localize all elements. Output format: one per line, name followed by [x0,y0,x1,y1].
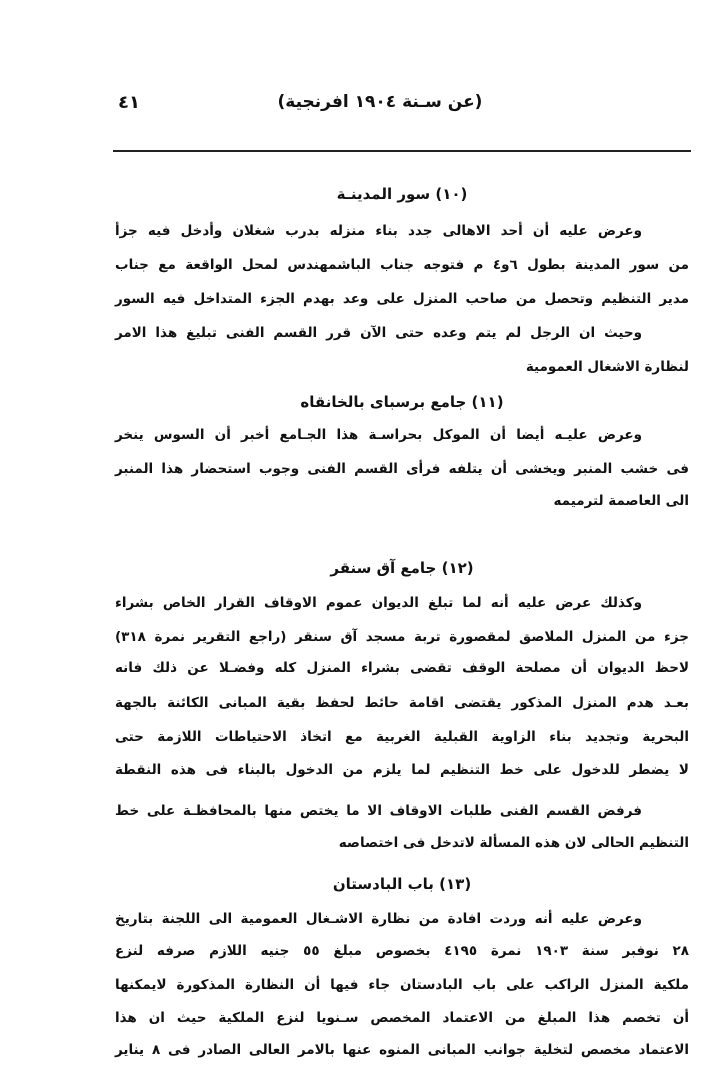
text-line: لا يضطر للدخول على خط التنظيم لما يلزم من الدخول بالبناء فى هذه النقطة [115,762,689,778]
text-line: وعرض عليه أن أحد الاهالى جدد بناء منزله بدرب شغلان وأدخل فيه جزأ [115,223,642,239]
section-heading: (١٣) باب البادستان [332,875,472,893]
text-line: الاعتماد مخصص لتخلية جوانب المبانى المنوه عنها بالامر العالى الصادر فى ٨ يناير [115,1042,690,1058]
section-heading: (١٢) جامع آق سنقر [330,559,474,577]
text-line: أن تخصم هذا المبلغ من الاعتماد المخصص سـنويا لنزع الملكية حيث ان هذا [115,1010,689,1026]
text-line: جزء من المنزل الملاصق لمقصورة تربة مسجد آق سنقر (راجع التقرير نمرة ٣١٨) [115,629,689,645]
text-line: البحرية وتجديد بناء الزاوية القبلية الغربية مع اتخاذ الاحتياطات اللازمة حتى [115,729,689,745]
text-line: الى العاصمة لترميمه [553,493,689,509]
running-header: (عن سـنة ١٩٠٤ افرنجية) [277,92,483,112]
section-heading: (١١) جامع برسباى بالخانقاه [300,393,504,411]
text-line: وحيث ان الرجل لم يتم وعده حتى الآن قرر القسم الفنى تبليغ هذا الامر [115,325,642,341]
text-line: لاحظ الديوان أن مصلحة الوقف تقضى بشراء المنزل كله وفضـلا عن ذلك فانه [115,660,689,676]
text-line: مدير التنظيم وتحصل من صاحب المنزل على وعد بهدم الجزء المتداخل فيه السور [115,291,689,307]
text-line: بعـد هدم المنزل المذكور يقتضى اقامة حائط لحفظ بقية المبانى الكائنة بالجهة [115,695,689,711]
text-line: وكذلك عرض عليه أنه لما تبلغ الديوان عموم الاوقاف القرار الخاص بشراء [115,595,642,611]
section-heading: (١٠) سور المدينـة [336,185,468,203]
text-line: ٢٨ نوفبر سنة ١٩٠٣ نمرة ٤١٩٥ بخصوص مبلغ ٥٥ جنيه اللازم صرفه لنزع [115,943,689,959]
text-line: لنظارة الاشغال العمومية [525,359,689,375]
text-line: التنظيم الحالى لان هذه المسألة لاتدخل فى اختصاصه [338,835,689,851]
text-line: من سور المدينة بطول ٦و٤ م فتوجه جناب الباشمهندس لمحل الواقعة مع جناب [115,257,690,273]
page-number: ٤١ [118,92,140,113]
text-line: ملكية المنزل الراكب على باب البادستان جاء فيها أن النظارة المذكورة لايمكنها [115,977,689,993]
text-line: وعرض عليه أنه وردت افادة من نظارة الاشـغال العمومية الى اللجنة بتاريخ [115,911,642,927]
text-line: فرفض القسم الفنى طلبات الاوقاف الا ما يختص منها بالمحافظـة على خط [115,803,642,819]
text-line: فى خشب المنبر ويخشى أن يتلفه فرأى القسم الفنى وجوب استحضار هذا المنبر [115,461,689,477]
header-rule [113,150,691,152]
text-line: وعرض عليـه أيضا أن الموكل بحراسـة هذا الجـامع أخبر أن السوس ينخر [115,427,642,443]
